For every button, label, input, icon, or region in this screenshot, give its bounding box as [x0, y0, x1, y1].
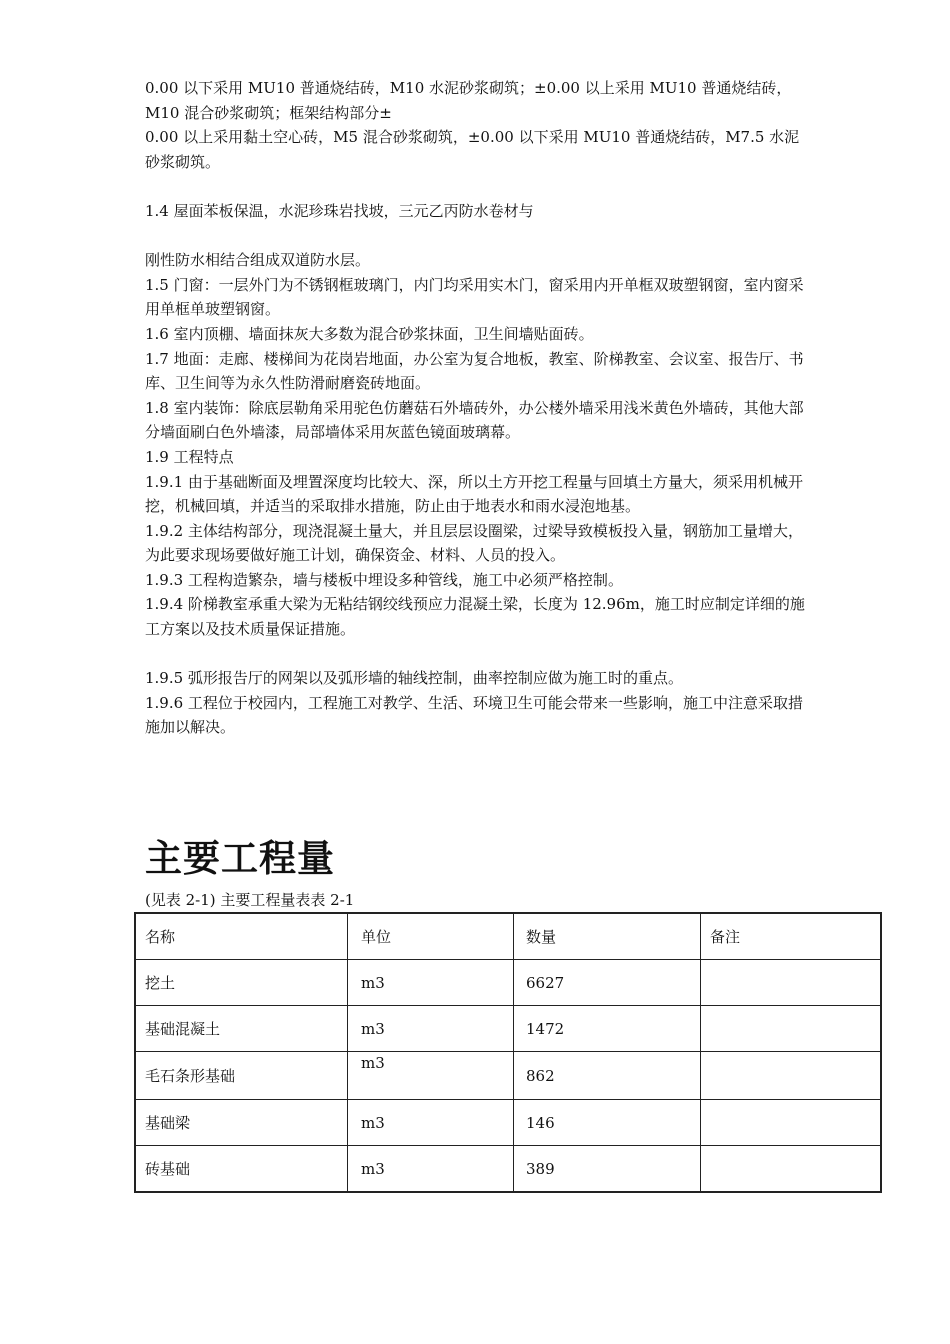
- cell-quantity: 389: [514, 1146, 701, 1193]
- cell-unit: m3: [348, 1100, 514, 1146]
- cell-remark: [701, 1052, 882, 1100]
- cell-remark: [701, 960, 882, 1006]
- cell-unit: m3: [348, 960, 514, 1006]
- paragraph: 0.00 以下采用 MU10 普通烧结砖，M10 水泥砂浆砌筑；±0.00 以上采用 MU10 普通烧结砖，M10 混合砂浆砌筑；框架结构部分±: [145, 79, 792, 122]
- cell-name: 砖基础: [135, 1146, 348, 1193]
- paragraph: 1.4 屋面苯板保温，水泥珍珠岩找坡，三元乙丙防水卷材与: [145, 201, 534, 220]
- paragraph: 1.9.3 工程构造繁杂，墙与楼板中埋设多种管线，施工中必须严格控制。: [145, 570, 623, 589]
- cell-remark: [701, 1006, 882, 1052]
- header-cell-name: 名称: [135, 913, 348, 960]
- cell-remark: [701, 1100, 882, 1146]
- table-caption: (见表 2-1) 主要工程量表表 2-1: [145, 891, 355, 909]
- header-cell-unit: 单位: [348, 913, 514, 960]
- cell-unit: m3: [348, 1006, 514, 1052]
- table-row: [135, 960, 881, 1006]
- subsection-title: 1.9 工程特点: [145, 447, 234, 466]
- cell-unit: m3: [348, 1052, 514, 1100]
- cell-name: 基础梁: [135, 1100, 348, 1146]
- paragraph: 1.8 室内装饰：除底层勒角采用驼色仿蘑菇石外墙砖外，办公楼外墙采用浅米黄色外墙砖，其他大部分墙面刷白色外墙漆，局部墙体采用灰蓝色镜面玻璃幕。: [145, 398, 804, 442]
- paragraph: 1.9.5 弧形报告厅的网架以及弧形墙的轴线控制，曲率控制应做为施工时的重点。: [145, 669, 683, 688]
- paragraph: 1.9.4 阶梯教室承重大梁为无粘结钢绞线预应力混凝土梁，长度为 12.96m，施工时应制定详细的施工方案以及技术质量保证措施。: [145, 595, 805, 639]
- table-row: [135, 1100, 881, 1146]
- paragraph: 1.9.6 工程位于校园内，工程施工对教学、生活、环境卫生可能会带来一些影响，施工中注意采取措施加以解决。: [145, 693, 803, 737]
- cell-quantity: 6627: [514, 960, 701, 1006]
- section-heading: 主要工程量: [145, 836, 335, 880]
- cell-quantity: 146: [514, 1100, 701, 1146]
- cell-unit: m3: [348, 1146, 514, 1193]
- cell-name: 挖土: [135, 960, 348, 1006]
- cell-remark: [701, 1146, 882, 1193]
- paragraph: 1.9.1 由于基础断面及埋置深度均比较大、深，所以土方开挖工程量与回填土方量大，须采用机械开挖，机械回填，并适当的采取排水措施，防止由于地表水和雨水浸泡地基。: [145, 472, 803, 516]
- cell-name: 毛石条形基础: [135, 1052, 348, 1100]
- quantities-table: [134, 912, 882, 1193]
- paragraph: 刚性防水相结合组成双道防水层。: [145, 251, 371, 270]
- header-cell-quantity: 数量: [514, 913, 701, 960]
- cell-quantity: 1472: [514, 1006, 701, 1052]
- paragraph: 0.00 以上采用黏土空心砖，M5 混合砂浆砌筑，±0.00 以下采用 MU10 普通烧结砖，M7.5 水泥砂浆砌筑。: [145, 128, 800, 171]
- header-cell-remark: 备注: [701, 913, 882, 960]
- paragraph: 1.7 地面：走廊、楼梯间为花岗岩地面，办公室为复合地板，教室、阶梯教室、会议室、报告厅、书库、卫生间等为永久性防滑耐磨瓷砖地面。: [145, 349, 804, 393]
- paragraph: 1.5 门窗：一层外门为不锈钢框玻璃门，内门均采用实木门，窗采用内开单框双玻塑钢窗，室内窗采用单框单玻塑钢窗。: [145, 275, 804, 319]
- cell-name: 基础混凝土: [135, 1006, 348, 1052]
- table-row: [135, 1146, 881, 1193]
- table-header-row: [135, 913, 881, 960]
- table-row: [135, 1052, 881, 1100]
- body-text: [145, 76, 810, 740]
- paragraph: 1.9.2 主体结构部分，现浇混凝土量大，并且层层设圈梁，过梁导致模板投入量，钢筋加工量增大，为此要求现场要做好施工计划，确保资金、材料、人员的投入。: [145, 521, 803, 565]
- cell-quantity: 862: [514, 1052, 701, 1100]
- table-row: [135, 1006, 881, 1052]
- paragraph: 1.6 室内顶棚、墙面抹灰大多数为混合砂浆抹面，卫生间墙贴面砖。: [145, 324, 594, 343]
